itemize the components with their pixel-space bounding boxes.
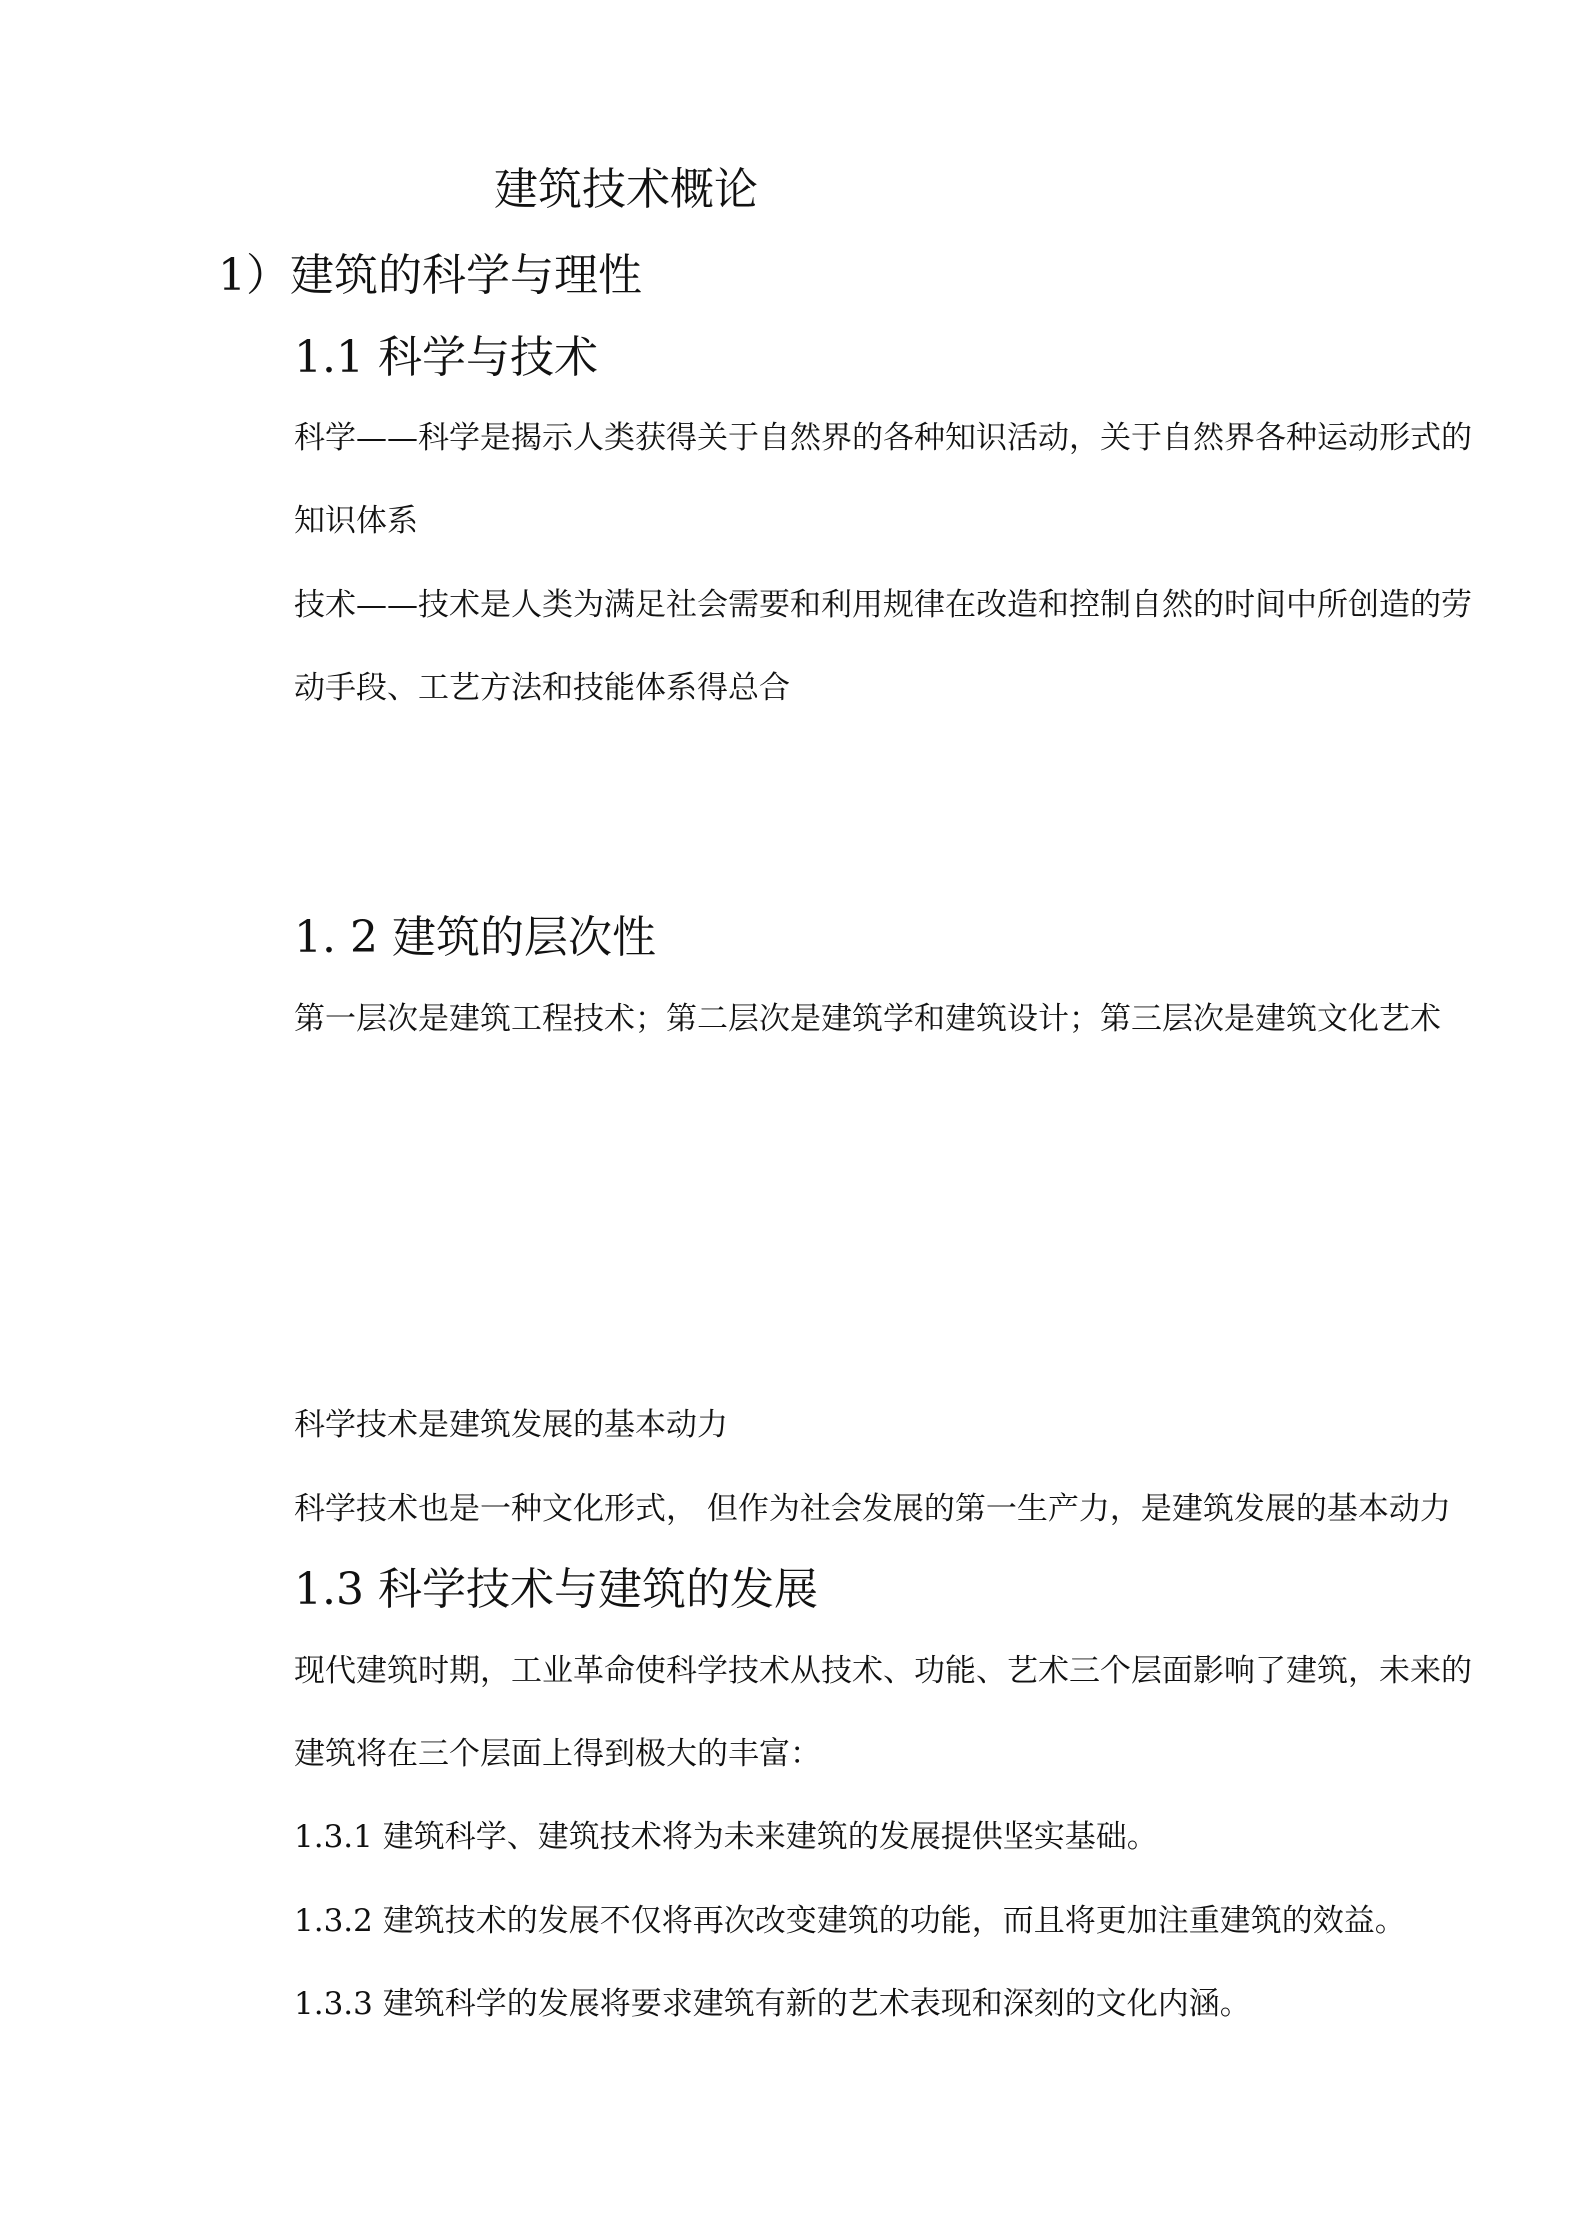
list-item-1-3-1: 1.3.1 建筑科学、建筑技术将为未来建筑的发展提供坚实基础。 xyxy=(294,1819,1158,1855)
paragraph-1-3-line-2: 建筑将在三个层面上得到极大的丰富： xyxy=(294,1736,821,1772)
paragraph-1-3-line-1: 现代建筑时期，工业革命使科学技术从技术、功能、艺术三个层面影响了建筑，未来的 xyxy=(294,1653,1472,1689)
document-title: 建筑技术概论 xyxy=(494,164,758,215)
section-heading-1: 1）建筑的科学与理性 xyxy=(218,250,642,301)
paragraph-1-1-line-4: 动手段、工艺方法和技能体系得总合 xyxy=(294,670,790,706)
subsection-heading-1-1: 1.1 科学与技术 xyxy=(294,332,598,383)
paragraph-dynamic-1: 科学技术是建筑发展的基本动力 xyxy=(294,1407,728,1443)
paragraph-1-1-line-2: 知识体系 xyxy=(294,503,418,539)
paragraph-dynamic-2: 科学技术也是一种文化形式， 但作为社会发展的第一生产力，是建筑发展的基本动力 xyxy=(294,1491,1451,1527)
paragraph-1-1-line-1: 科学——科学是揭示人类获得关于自然界的各种知识活动，关于自然界各种运动形式的 xyxy=(294,420,1472,456)
list-item-1-3-3: 1.3.3 建筑科学的发展将要求建筑有新的艺术表现和深刻的文化内涵。 xyxy=(294,1986,1251,2022)
subsection-heading-1-2: 1. 2 建筑的层次性 xyxy=(294,912,656,963)
paragraph-1-2: 第一层次是建筑工程技术；第二层次是建筑学和建筑设计；第三层次是建筑文化艺术 xyxy=(294,1001,1441,1037)
subsection-heading-1-3: 1.3 科学技术与建筑的发展 xyxy=(294,1564,818,1615)
list-item-1-3-2: 1.3.2 建筑技术的发展不仅将再次改变建筑的功能，而且将更加注重建筑的效益。 xyxy=(294,1903,1406,1939)
paragraph-1-1-line-3: 技术——技术是人类为满足社会需要和利用规律在改造和控制自然的时间中所创造的劳 xyxy=(294,587,1472,623)
